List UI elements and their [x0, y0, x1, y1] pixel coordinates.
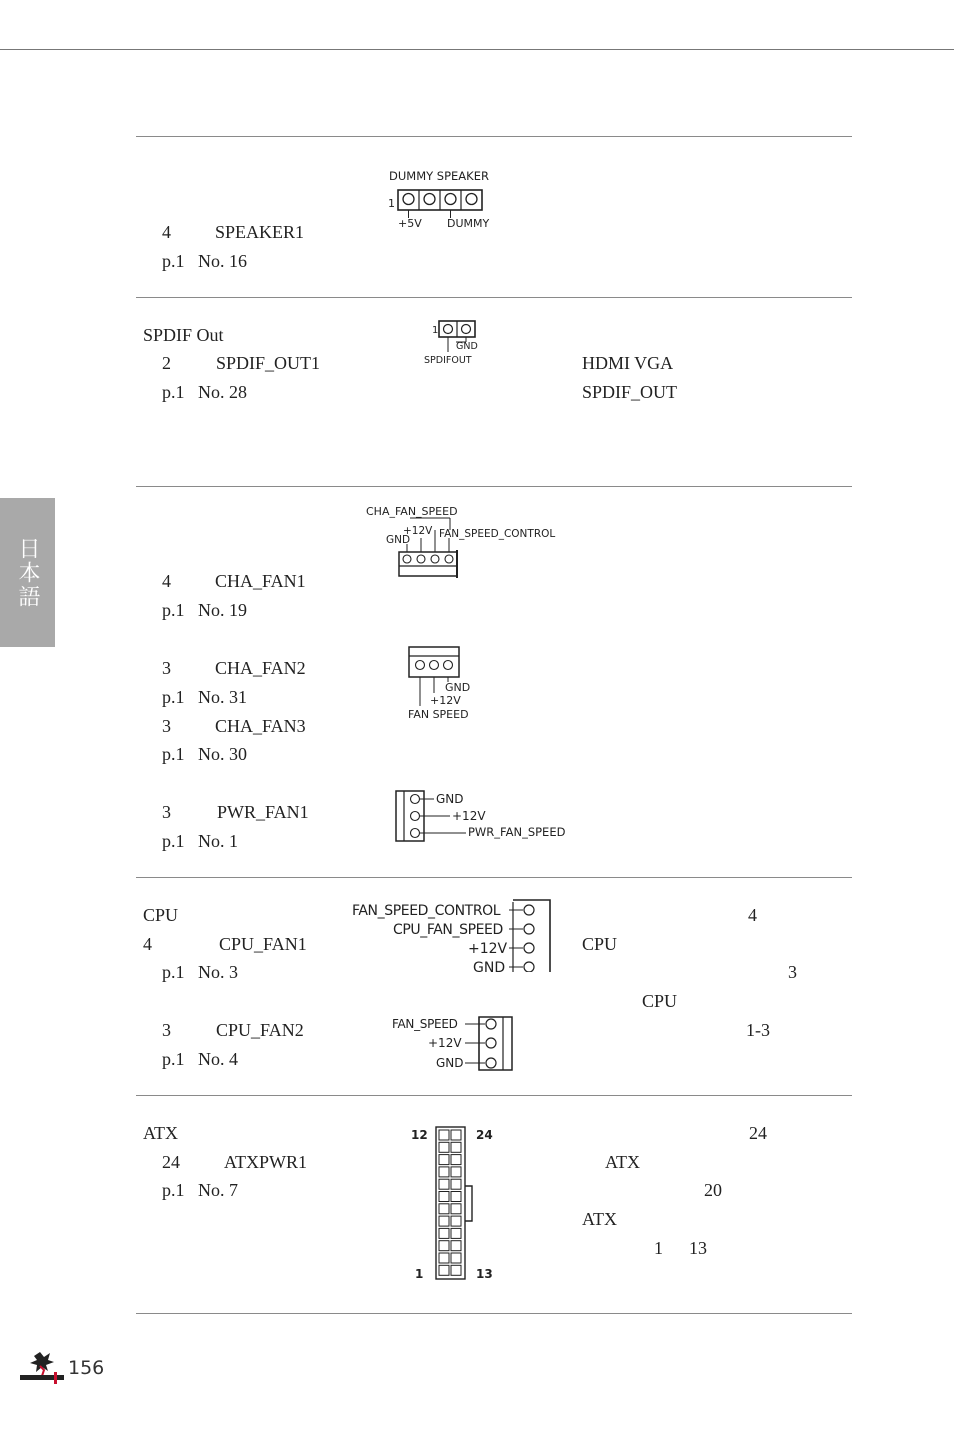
- cha-fan1-name: CHA_FAN1: [215, 571, 306, 591]
- section-divider: [136, 1313, 852, 1314]
- atx-name: ATXPWR1: [224, 1152, 308, 1172]
- cha-fan-3pin-diagram: [402, 644, 492, 726]
- atx-pin: [439, 1179, 449, 1189]
- cha-fan3-pins: 3: [162, 716, 171, 736]
- language-tab[interactable]: [0, 498, 55, 647]
- pwr-fan1-pins: 3: [162, 802, 171, 822]
- page-number: 156: [68, 1357, 105, 1379]
- atx-pin: [451, 1265, 461, 1275]
- atx-pins: 24: [162, 1152, 180, 1172]
- spdif-diagram-label: SPDIFOUT: [424, 355, 472, 366]
- cha-fan3-speed: FAN SPEED: [408, 708, 469, 721]
- cha-fan3-page-ref: p.1: [162, 744, 185, 764]
- atx-page-ref: p.1: [162, 1180, 185, 1200]
- atx-no-ref: No. 7: [198, 1180, 238, 1200]
- atx-pin: [451, 1179, 461, 1189]
- spdif-right-hdmi: HDMI VGA: [582, 353, 674, 373]
- cha-fan4-gnd: GND: [386, 534, 411, 546]
- cha-fan2-name: CHA_FAN2: [215, 658, 306, 678]
- cha-fan2-pins: 3: [162, 658, 171, 678]
- atx-right-5a: 1: [654, 1238, 663, 1258]
- atx-pin-grid: [439, 1130, 461, 1275]
- spdif-header-diagram: [420, 316, 490, 368]
- speaker-page-ref: p.1: [162, 251, 185, 271]
- cha-fan-4pin-diagram: [362, 502, 572, 584]
- cpu-fan3-gnd: GND: [436, 1056, 464, 1070]
- cha-fan2-page-ref: p.1: [162, 687, 185, 707]
- speaker-diagram-dummy: DUMMY: [447, 217, 490, 230]
- atx-pin: [451, 1130, 461, 1140]
- atx-right-5b: 13: [689, 1238, 707, 1258]
- speaker-diagram-pin1: 1: [388, 197, 395, 210]
- cpu-fan2-page-ref: p.1: [162, 1049, 185, 1069]
- atx-right-1: 24: [749, 1123, 767, 1143]
- atx-pin: [439, 1167, 449, 1177]
- cha-fan3-no-ref: No. 30: [198, 744, 247, 764]
- pwr-fan-diagram: [392, 788, 578, 844]
- spdif-page-ref: p.1: [162, 382, 185, 402]
- cpu-fan4-gnd: GND: [473, 960, 506, 972]
- atx-pin: [451, 1241, 461, 1251]
- header-rule: [0, 49, 954, 50]
- atx-pin: [451, 1204, 461, 1214]
- atx-diagram-24: 24: [476, 1128, 493, 1142]
- atx-pin: [439, 1265, 449, 1275]
- atx-pin: [439, 1204, 449, 1214]
- spdif-title: SPDIF Out: [143, 325, 224, 345]
- cha-fan2-no-ref: No. 31: [198, 687, 247, 707]
- atx-diagram-1: 1: [415, 1267, 424, 1281]
- cpu-fan4-control: FAN_SPEED_CONTROL: [352, 903, 501, 919]
- speaker-no-ref: No. 16: [198, 251, 247, 271]
- section-divider: [136, 136, 852, 137]
- atx-right-2: ATX: [605, 1152, 640, 1172]
- cpu-fan1-pins: 4: [143, 934, 152, 954]
- cpu-right-4: CPU: [642, 991, 678, 1011]
- cpu-fan1-no-ref: No. 3: [198, 962, 238, 982]
- cpu-fan4-speed: CPU_FAN_SPEED: [393, 922, 503, 938]
- section-divider: [136, 877, 852, 878]
- atx-24pin-diagram: [404, 1122, 504, 1286]
- cpu-fan1-name: CPU_FAN1: [219, 934, 307, 954]
- brand-logo: [18, 1350, 68, 1386]
- cha-fan4-title: CHA_FAN_SPEED: [366, 505, 458, 518]
- spdif-pins: 2: [162, 353, 171, 373]
- cha-fan1-page-ref: p.1: [162, 600, 185, 620]
- atx-pin: [439, 1142, 449, 1152]
- cpu-fan-3pin-diagram: [388, 1012, 518, 1074]
- atx-pin: [439, 1228, 449, 1238]
- cpu-right-3: 3: [788, 962, 797, 982]
- atx-pin: [451, 1142, 461, 1152]
- atx-pin: [451, 1192, 461, 1202]
- cha-fan4-control: FAN_SPEED_CONTROL: [439, 528, 556, 540]
- spdif-name: SPDIF_OUT1: [216, 353, 321, 373]
- cpu-right-5: 1-3: [746, 1020, 770, 1040]
- atx-right-3: 20: [704, 1180, 722, 1200]
- atx-pin: [439, 1241, 449, 1251]
- cpu-fan4-12v: +12V: [468, 941, 508, 957]
- speaker-header-diagram: [384, 166, 510, 232]
- atx-pin: [451, 1216, 461, 1226]
- pwr-fan1-page-ref: p.1: [162, 831, 185, 851]
- cpu-right-2: CPU: [582, 934, 618, 954]
- pwr-fan-speed: PWR_FAN_SPEED: [468, 825, 566, 839]
- atx-pin: [439, 1130, 449, 1140]
- atx-pin: [451, 1167, 461, 1177]
- spdif-no-ref: No. 28: [198, 382, 247, 402]
- pwr-fan-gnd: GND: [436, 792, 464, 806]
- section-divider: [136, 297, 852, 298]
- atx-pin: [439, 1155, 449, 1165]
- cpu-title: CPU: [143, 905, 179, 925]
- spdif-diagram-gnd: GND: [456, 341, 478, 352]
- atx-diagram-13: 13: [476, 1267, 493, 1281]
- atx-pin: [439, 1253, 449, 1263]
- atx-pin: [439, 1192, 449, 1202]
- cha-fan1-no-ref: No. 19: [198, 600, 247, 620]
- atx-pin: [451, 1155, 461, 1165]
- language-tab-label: 日本語: [15, 536, 40, 609]
- cha-fan1-pins: 4: [162, 571, 171, 591]
- speaker-pins: 4: [162, 222, 171, 242]
- speaker-name: SPEAKER1: [215, 222, 305, 242]
- atx-title: ATX: [143, 1123, 178, 1143]
- cpu-fan3-12v: +12V: [428, 1036, 462, 1050]
- cpu-right-1: 4: [748, 905, 757, 925]
- spdif-right-out: SPDIF_OUT: [582, 382, 678, 402]
- atx-right-4: ATX: [582, 1209, 617, 1229]
- spdif-diagram-pin1: 1: [432, 325, 439, 336]
- cpu-fan2-name: CPU_FAN2: [216, 1020, 304, 1040]
- cpu-fan2-pins: 3: [162, 1020, 171, 1040]
- cpu-fan3-speed: FAN_SPEED: [392, 1017, 458, 1031]
- cpu-fan2-no-ref: No. 4: [198, 1049, 238, 1069]
- cha-fan4-12v: +12V: [403, 525, 433, 537]
- pwr-fan1-name: PWR_FAN1: [217, 802, 309, 822]
- cpu-fan1-page-ref: p.1: [162, 962, 185, 982]
- cha-fan3-12v: +12V: [430, 694, 461, 707]
- pwr-fan-12v: +12V: [452, 809, 486, 823]
- cha-fan3-name: CHA_FAN3: [215, 716, 306, 736]
- speaker-diagram-5v: +5V: [398, 217, 422, 230]
- atx-pin: [451, 1228, 461, 1238]
- pwr-fan1-no-ref: No. 1: [198, 831, 238, 851]
- atx-pin: [439, 1216, 449, 1226]
- atx-diagram-12: 12: [411, 1128, 428, 1142]
- cpu-fan-4pin-diagram: [348, 896, 558, 972]
- section-divider: [136, 1095, 852, 1096]
- speaker-diagram-top-label: DUMMY SPEAKER: [389, 169, 489, 183]
- cha-fan3-gnd: GND: [445, 681, 471, 694]
- section-divider: [136, 486, 852, 487]
- atx-pin: [451, 1253, 461, 1263]
